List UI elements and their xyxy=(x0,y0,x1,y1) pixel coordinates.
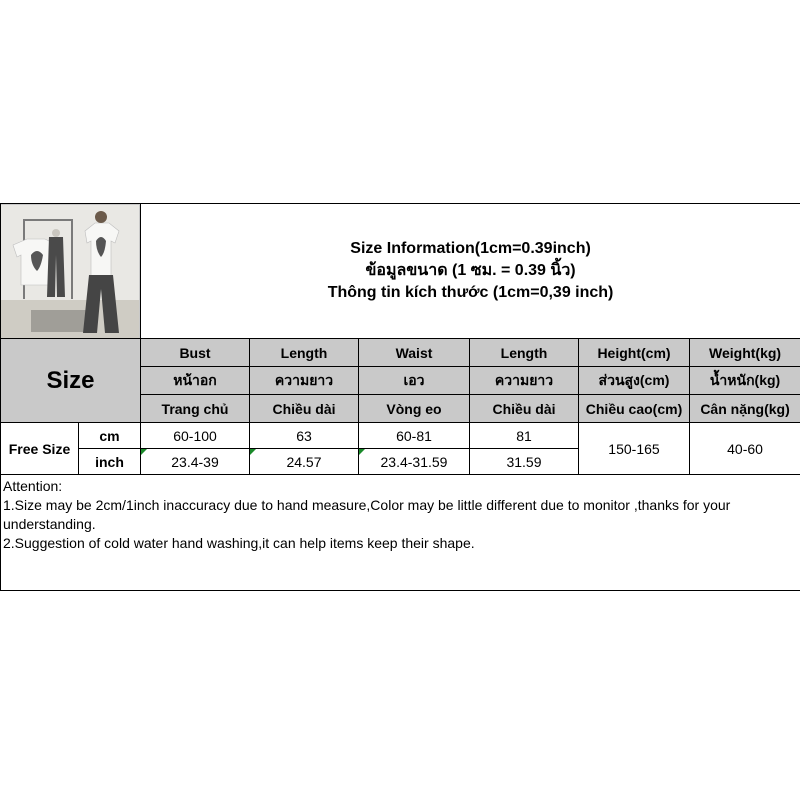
size-chart xyxy=(0,203,800,597)
col-bust-th: หน้าอก xyxy=(141,367,250,395)
product-photo xyxy=(1,205,139,338)
col-length1-vi: Chiều dài xyxy=(250,395,359,423)
length2-inch: 31.59 xyxy=(470,449,579,475)
size-label: Size xyxy=(46,366,95,394)
bust-inch xyxy=(141,449,250,475)
attention-notes xyxy=(1,475,800,591)
col-height-vi: Chiều cao(cm) xyxy=(579,395,690,423)
notes-line-2: 2.Suggestion of cold water hand washing,it can help items keep their shape. xyxy=(3,535,475,551)
length1-inch-value: 24.57 xyxy=(286,453,322,470)
title-thai: ข้อมูลขนาด (1 ซม. = 0.39 นิ้ว) xyxy=(365,262,576,279)
col-bust-vi: Trang chủ xyxy=(141,395,250,423)
weight-value: 40-60 xyxy=(690,423,800,475)
product-photo-image xyxy=(1,205,139,338)
col-length1-en: Length xyxy=(250,339,359,367)
bust-inch-value: 23.4-39 xyxy=(171,453,219,470)
size-table xyxy=(0,203,800,591)
length1-inch xyxy=(250,449,359,475)
size-heading xyxy=(1,339,141,423)
title-vietnamese: Thông tin kích thước (1cm=0,39 inch) xyxy=(327,284,614,301)
col-waist-th: เอว xyxy=(359,367,470,395)
corner-mark xyxy=(250,449,256,455)
bust-cm: 60-100 xyxy=(141,423,250,449)
col-length2-en: Length xyxy=(470,339,579,367)
unit-cm-label: cm xyxy=(79,423,141,449)
corner-mark xyxy=(359,449,365,455)
notes-line-1: 1.Size may be 2cm/1inch inaccuracy due to hand measure,Color may be little different due to monitor ,thanks for your understanding. xyxy=(3,497,731,532)
col-waist-vi: Vòng eo xyxy=(359,395,470,423)
col-weight-th: น้ำหนัก(kg) xyxy=(690,367,800,395)
corner-mark xyxy=(141,449,147,455)
col-height-en: Height(cm) xyxy=(579,339,690,367)
col-height-th: ส่วนสูง(cm) xyxy=(579,367,690,395)
waist-inch-value: 23.4-31.59 xyxy=(380,453,448,470)
product-photo-cell xyxy=(1,204,141,339)
col-weight-vi: Cân nặng(kg) xyxy=(690,395,800,423)
col-waist-en: Waist xyxy=(359,339,470,367)
unit-inch-label: inch xyxy=(79,449,141,475)
col-weight-en: Weight(kg) xyxy=(690,339,800,367)
notes-heading: Attention: xyxy=(3,478,63,494)
col-bust-en: Bust xyxy=(141,339,250,367)
title-english: Size Information(1cm=0.39inch) xyxy=(350,240,591,257)
waist-inch xyxy=(359,449,470,475)
title-cell xyxy=(141,204,800,339)
table-row-cm xyxy=(1,423,800,449)
length2-cm: 81 xyxy=(470,423,579,449)
free-size-label: Free Size xyxy=(1,423,79,475)
length1-cm: 63 xyxy=(250,423,359,449)
col-length2-vi: Chiều dài xyxy=(470,395,579,423)
col-length1-th: ความยาว xyxy=(250,367,359,395)
height-value: 150-165 xyxy=(579,423,690,475)
waist-cm: 60-81 xyxy=(359,423,470,449)
col-length2-th: ความยาว xyxy=(470,367,579,395)
